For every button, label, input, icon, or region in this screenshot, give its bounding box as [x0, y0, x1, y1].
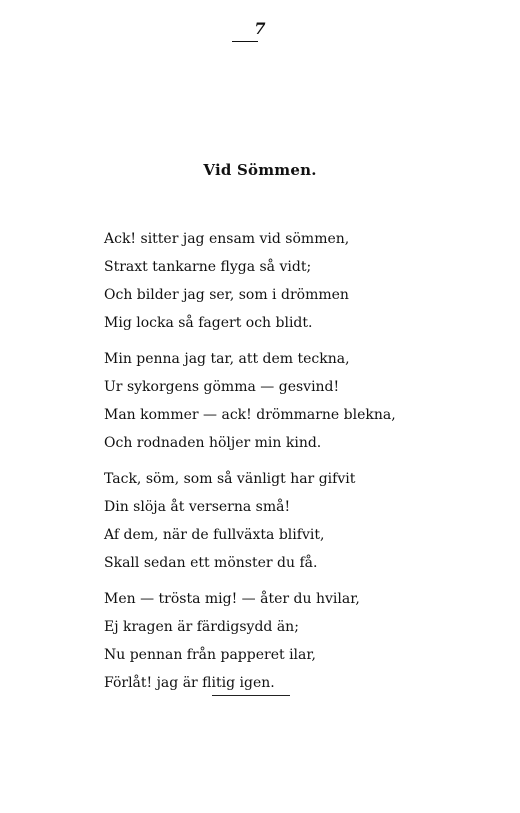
stanza-4 — [104, 585, 504, 697]
poem-line: Min penna jag tar, att dem teckna, — [104, 351, 350, 367]
stanza-3 — [104, 465, 504, 577]
poem-line: Ur sykorgens gömma — gesvind! — [104, 379, 340, 395]
poem-line: Nu pennan från papperet ilar, — [104, 647, 316, 663]
page-number-underline — [232, 41, 258, 42]
stanza-2 — [104, 345, 504, 457]
poem-line: Din slöja åt verserna små! — [104, 499, 291, 515]
poem-line: Och bilder jag ser, som i drömmen — [104, 287, 349, 303]
poem-line: Af dem, när de fullväxta blifvit, — [104, 527, 325, 543]
poem-line: Och rodnaden höljer min kind. — [104, 435, 322, 451]
poem-line: Skall sedan ett mönster du få. — [104, 555, 318, 571]
poem-line: Men — trösta mig! — åter du hvilar, — [104, 591, 360, 607]
page-number: 7 — [254, 19, 266, 38]
poem-line: Tack, söm, som så vänligt har gifvit — [104, 471, 356, 487]
poem-line: Ack! sitter jag ensam vid sömmen, — [104, 231, 350, 247]
poem-line: Förlåt! jag är flitig igen. — [104, 675, 275, 691]
poem-title: Vid Sömmen. — [203, 161, 317, 179]
poem-line: Ej kragen är färdigsydd än; — [104, 619, 299, 635]
poem-body — [104, 225, 504, 705]
poem-line: Straxt tankarne flyga så vidt; — [104, 259, 312, 275]
poem-line: Man kommer — ack! drömmarne blekna, — [104, 407, 396, 423]
stanza-1 — [104, 225, 504, 337]
end-rule — [212, 695, 290, 696]
poem-line: Mig locka så fagert och blidt. — [104, 315, 313, 331]
